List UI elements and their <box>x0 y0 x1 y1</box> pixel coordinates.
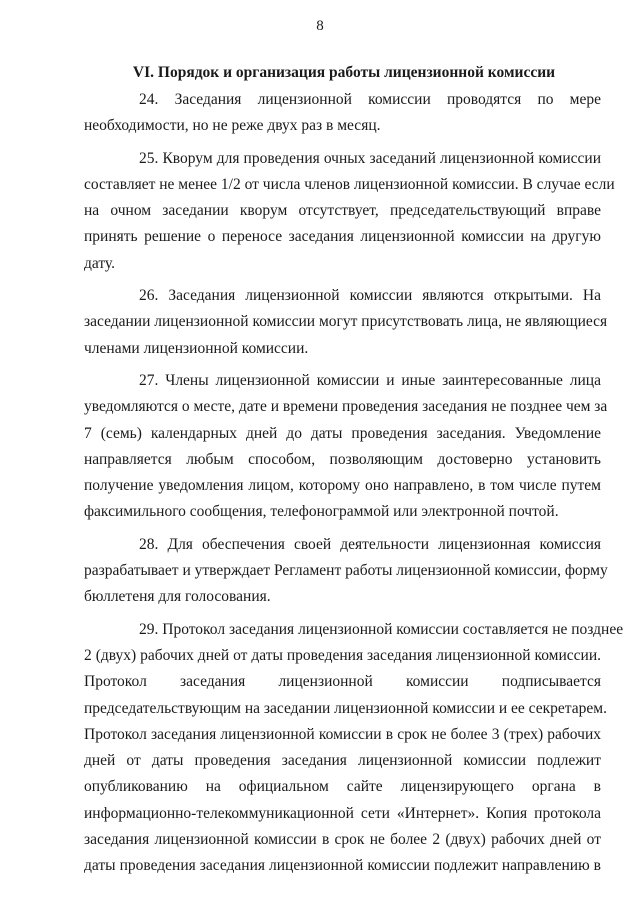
text-line: факсимильного сообщения, телефонограммой или электронной почтой. <box>84 503 559 521</box>
text-line: Протокол заседания лицензионной комиссии подписывается <box>84 673 601 691</box>
text-line: членами лицензионной комиссии. <box>84 339 309 357</box>
text-line: даты проведения заседания лицензионной комиссии подлежит направлению в <box>84 857 601 875</box>
paragraph-27 <box>84 368 608 526</box>
text-line: бюллетеня для голосования. <box>84 588 271 606</box>
document-body <box>84 87 624 880</box>
text-line: 25. Кворум для проведения очных заседаний лицензионной комиссии <box>139 149 601 167</box>
paragraph-24 <box>84 87 601 140</box>
text-line: 29. Протокол заседания лицензионной комиссии составляется не позднее <box>139 620 624 638</box>
paragraph-29 <box>84 617 624 880</box>
text-line: заседания лицензионной комиссии в срок не более 2 (двух) рабочих дней от <box>84 831 601 849</box>
text-line: дату. <box>84 254 116 272</box>
text-line: направляется любым способом, позволяющим достоверно установить <box>84 450 601 468</box>
text-line: 2 (двух) рабочих дней от даты проведения заседания лицензионной комиссии. <box>84 646 601 664</box>
text-line: составляет не менее 1/2 от числа членов лицензионной комиссии. В случае если <box>84 175 615 193</box>
text-line: Протокол заседания лицензионной комиссии в срок не более 3 (трех) рабочих <box>84 725 601 743</box>
paragraph-28 <box>84 532 608 611</box>
text-line: необходимости, но не реже двух раз в месяц. <box>84 117 381 135</box>
text-line: на очном заседании кворум отсутствует, председательствующий вправе <box>84 202 601 220</box>
text-line: 28. Для обеспечения своей деятельности лицензионная комиссия <box>139 535 601 553</box>
text-line: дней от даты проведения заседания лицензионной комиссии подлежит <box>84 752 601 770</box>
text-line: 27. Члены лицензионной комиссии и иные заинтересованные лица <box>139 371 601 389</box>
text-line: принять решение о переносе заседания лицензионной комиссии на другую <box>84 228 601 246</box>
text-line: разрабатывает и утверждает Регламент работы лицензионной комиссии, форму <box>84 562 608 580</box>
text-line: получение уведомления лицом, которому оно направлено, в том числе путем <box>84 477 601 495</box>
text-line: информационно-телекоммуникационной сети «Интернет». Копия протокола <box>84 804 601 822</box>
text-line: опубликованию на официальном сайте лицензирующего органа в <box>84 778 601 796</box>
paragraph-26 <box>84 283 608 362</box>
text-line: заседании лицензионной комиссии могут присутствовать лица, не являющиеся <box>84 313 608 331</box>
page-number: 8 <box>316 18 324 34</box>
text-line: 7 (семь) календарных дней до даты проведения заседания. Уведомление <box>84 424 601 442</box>
text-line: уведомляются о месте, дате и времени проведения заседания не позднее чем за <box>84 398 608 416</box>
paragraph-25 <box>84 146 615 277</box>
text-line: 26. Заседания лицензионной комиссии являются открытыми. На <box>139 287 601 305</box>
text-line: председательствующим на заседании лицензионной комиссии и ее секретарем. <box>84 699 607 717</box>
text-line: 24. Заседания лицензионной комиссии проводятся по мере <box>139 91 601 108</box>
section-heading: VI. Порядок и организация работы лицензионной комиссии <box>132 64 556 81</box>
